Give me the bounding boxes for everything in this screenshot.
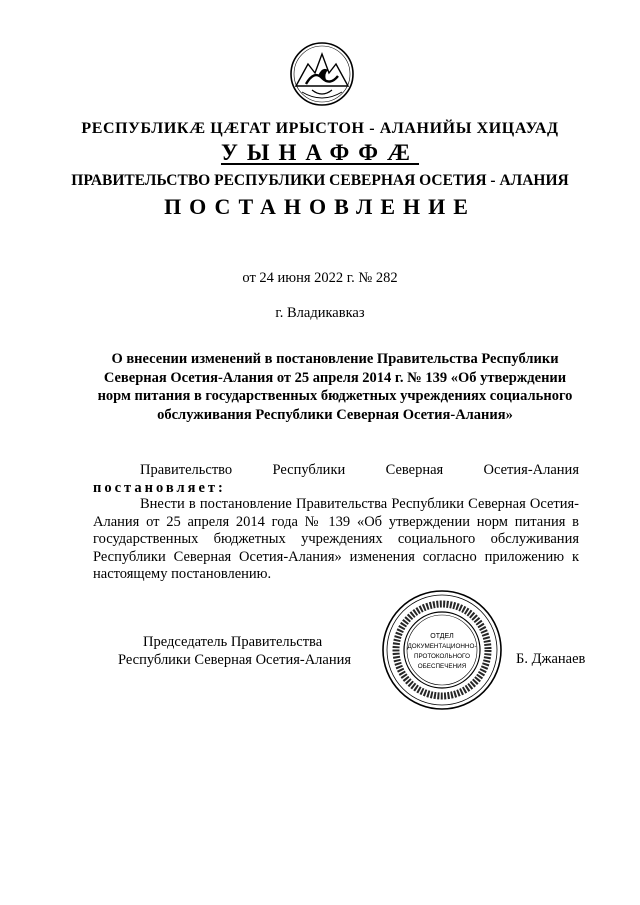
signatory-position — [118, 633, 351, 669]
postanovlyaet-word: постановляет: — [93, 479, 226, 496]
government-name: ПРАВИТЕЛЬСТВО РЕСПУБЛИКИ СЕВЕРНАЯ ОСЕТИЯ - АЛАНИЯ — [71, 172, 569, 189]
unaffae-heading: УЫНАФФÆ — [220, 140, 420, 165]
stamp-line-3: ПРОТОКОЛЬНОГО — [413, 653, 471, 660]
emblem-icon — [288, 40, 356, 108]
signatory-name: Б. Джанаев — [516, 651, 586, 667]
official-stamp-icon — [380, 588, 504, 712]
paragraph-resolves-lead: Правительство Республики Северная Осетия-Алания — [140, 462, 579, 478]
document-title: О внесении изменений в постановление Правительства Республики Северная Осетия-Алания от 25 апреля 2014 г. № 139 «Об утверждении норм питания в государственных бюджетных учреждениях социального обслуживания Республики Северная Осетия-Алания» — [97, 351, 573, 423]
document-type-heading: ПОСТАНОВЛЕНИЕ — [164, 194, 476, 219]
paragraph-changes: Внести в постановление Правительства Республики Северная Осетия-Алания от 25 апреля 2014 года № 139 «Об утверждении норм питания в государственных бюджетных учреждениях социального обслуживания Республики Северная Осетия-Алания» изменения согласно приложению к настоящему постановлению. — [93, 496, 579, 582]
republic-name-ossetian: РЕСПУБЛИКÆ ЦÆГАТ ИРЫСТОН - АЛАНИЙЫ ХИЦАУАД — [81, 120, 559, 137]
stamp-line-2: ДОКУМЕНТАЦИОННО- — [407, 643, 477, 650]
stamp-line-4: ОБЕСПЕЧЕНИЯ — [417, 663, 467, 670]
signatory-position-line2: Республики Северная Осетия-Алания — [118, 652, 352, 668]
signatory-position-line1: Председатель Правительства — [143, 634, 323, 650]
paragraph-resolves — [93, 462, 579, 497]
city: г. Владикавказ — [275, 305, 365, 321]
date-number: от 24 июня 2022 г. № 282 — [242, 270, 398, 286]
stamp-line-1: ОТДЕЛ — [430, 633, 454, 640]
